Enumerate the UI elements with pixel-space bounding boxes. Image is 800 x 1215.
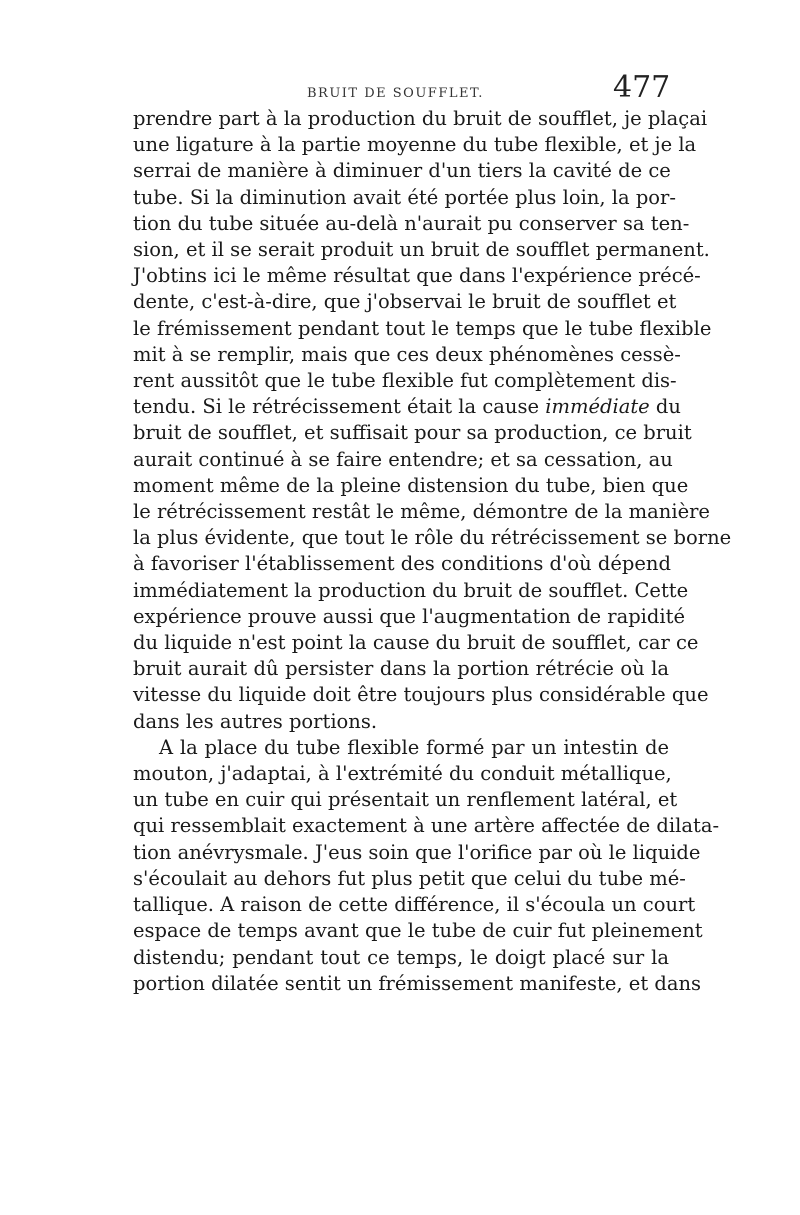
italic-word: immédiate bbox=[545, 395, 650, 419]
text-line: bruit aurait dû persister dans la portion rétrécie où la bbox=[133, 657, 669, 681]
text-line: sion, et il se serait produit un bruit de soufflet permanent. bbox=[133, 238, 710, 262]
text-line: s'écoulait au dehors fut plus petit que celui du tube mé- bbox=[133, 866, 686, 890]
text-line: tallique. A raison de cette différence, il s'écoula un court bbox=[133, 893, 696, 917]
page-number: 477 bbox=[613, 70, 671, 105]
text-line: immédiatement la production du bruit de soufflet. Cette bbox=[133, 578, 689, 602]
text-line: prendre part à la production du bruit de soufflet, je plaçai bbox=[133, 107, 708, 130]
text-line: distendu; pendant tout ce temps, le doigt placé sur la bbox=[133, 945, 669, 969]
text-line: vitesse du liquide doit être toujours plus considérable que bbox=[133, 683, 709, 707]
text-line: un tube en cuir qui présentait un renflement latéral, et bbox=[133, 788, 678, 812]
text-line: tion du tube située au-delà n'aurait pu conserver sa ten- bbox=[133, 211, 690, 235]
text-line: bruit de soufflet, et suffisait pour sa production, ce bruit bbox=[133, 421, 692, 445]
body-text bbox=[133, 106, 732, 997]
text-line: rent aussitôt que le tube flexible fut complètement dis- bbox=[133, 369, 677, 393]
text-line: A la place du tube flexible formé par un intestin de bbox=[159, 735, 669, 759]
text-line: portion dilatée sentit un frémissement manifeste, et dans bbox=[133, 971, 702, 995]
text-line-with-emphasis bbox=[133, 394, 681, 420]
text-fragment: tendu. Si le rétrécissement était la cause bbox=[133, 395, 540, 419]
text-line: du liquide n'est point la cause du bruit de soufflet, car ce bbox=[133, 631, 699, 655]
text-line: dente, c'est-à-dire, que j'observai le bruit de soufflet et bbox=[133, 290, 677, 314]
text-line: la plus évidente, que tout le rôle du rétrécissement se borne bbox=[133, 526, 732, 550]
text-line: mouton, j'adaptai, à l'extrémité du conduit métallique, bbox=[133, 762, 672, 786]
text-fragment: du bbox=[655, 395, 681, 419]
text-line: qui ressemblait exactement à une artère affectée de dilata- bbox=[133, 814, 720, 838]
text-line: moment même de la pleine distension du tube, bien que bbox=[133, 473, 689, 497]
text-line: mit à se remplir, mais que ces deux phénomènes cessè- bbox=[133, 342, 681, 366]
running-head: BRUIT DE SOUFFLET. bbox=[307, 86, 484, 101]
text-line: dans les autres portions. bbox=[133, 709, 378, 733]
text-line: une ligature à la partie moyenne du tube flexible, et je la bbox=[133, 133, 697, 157]
text-line: aurait continué à se faire entendre; et sa cessation, au bbox=[133, 447, 673, 471]
text-line: à favoriser l'établissement des conditions d'où dépend bbox=[133, 552, 671, 576]
text-line: tion anévrysmale. J'eus soin que l'orifice par où le liquide bbox=[133, 840, 701, 864]
text-line: tube. Si la diminution avait été portée plus loin, la por- bbox=[133, 185, 676, 209]
text-line: le rétrécissement restât le même, démontre de la manière bbox=[133, 500, 710, 524]
text-line: le frémissement pendant tout le temps que le tube flexible bbox=[133, 316, 712, 340]
text-line: J'obtins ici le même résultat que dans l'expérience précé- bbox=[133, 264, 701, 288]
text-line: espace de temps avant que le tube de cuir fut pleinement bbox=[133, 919, 703, 943]
text-line: expérience prouve aussi que l'augmentation de rapidité bbox=[133, 604, 686, 628]
text-line: serrai de manière à diminuer d'un tiers la cavité de ce bbox=[133, 159, 671, 183]
